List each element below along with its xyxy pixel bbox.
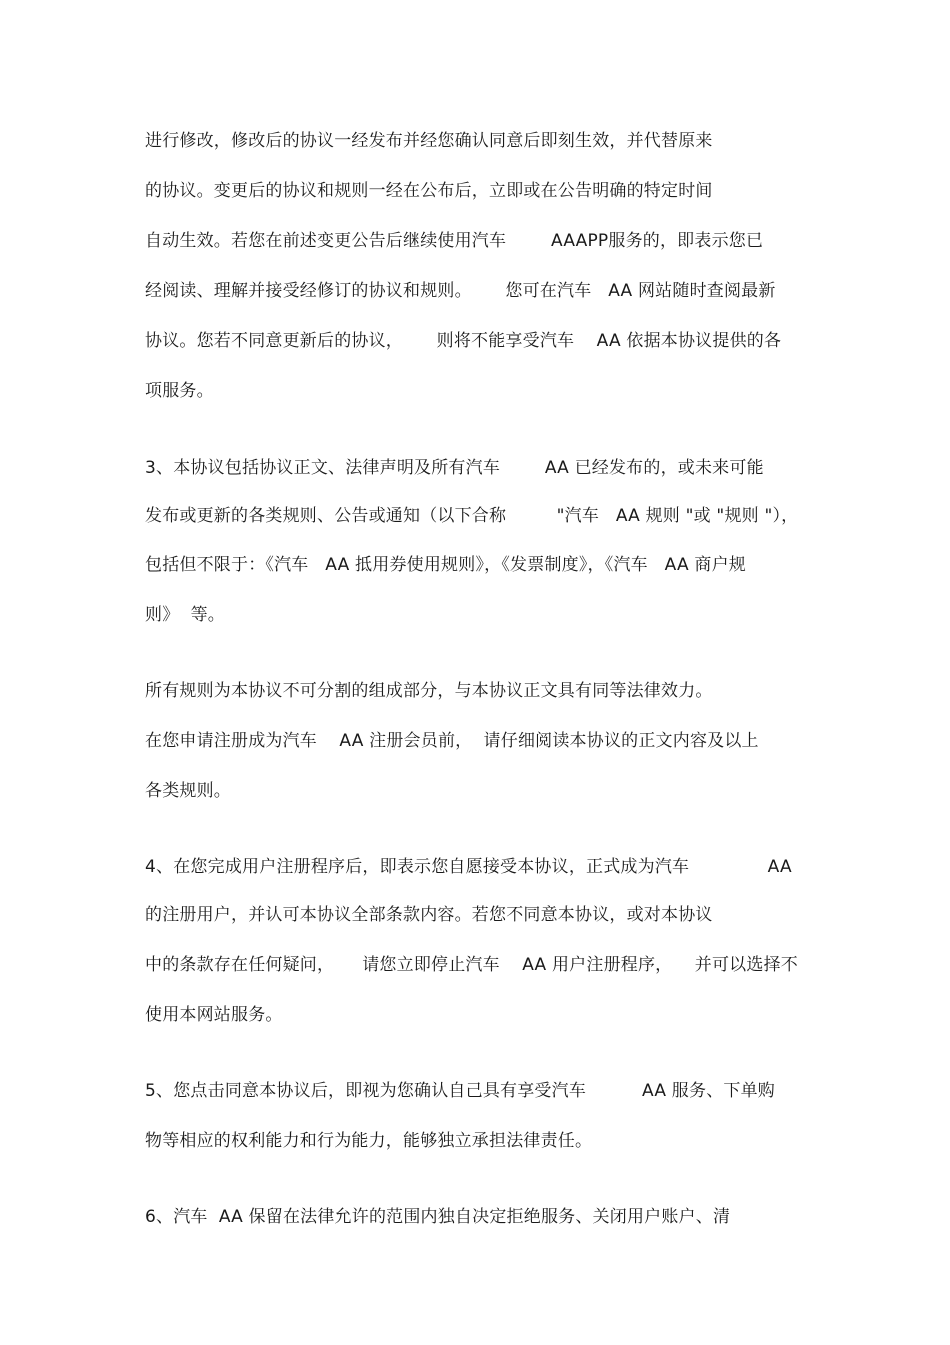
text-line: 自动生效。若您在前述变更公告后继续使用汽车 AAAPP服务的，即表示您已: [145, 231, 764, 251]
text-line: 包括但不限于：《汽车 AA 抵用券使用规则》，《发票制度》，《汽车 AA 商户规: [145, 555, 746, 575]
text-line: 5、您点击同意本协议后，即视为您确认自己具有享受汽车 AA 服务、下单购: [145, 1081, 775, 1101]
text-line: 各类规则。: [145, 781, 231, 801]
text-line: 6、汽车 AA 保留在法律允许的范围内独自决定拒绝服务、关闭用户账户、清: [145, 1207, 731, 1227]
text-line: 中的条款存在任何疑问， 请您立即停止汽车 AA 用户注册程序， 并可以选择不: [145, 955, 798, 975]
text-line: 经阅读、理解并接受经修订的协议和规则。 您可在汽车 AA 网站随时查阅最新: [145, 281, 776, 301]
text-line: 的协议。变更后的协议和规则一经在公布后，立即或在公告明确的特定时间: [145, 181, 713, 201]
text-line: 所有规则为本协议不可分割的组成部分，与本协议正文具有同等法律效力。: [145, 681, 713, 701]
text-line: 则》 等。: [145, 605, 226, 625]
text-line: 在您申请注册成为汽车 AA 注册会员前， 请仔细阅读本协议的正文内容及以上: [145, 731, 759, 751]
text-line: 项服务。: [145, 381, 214, 401]
text-line: 使用本网站服务。: [145, 1005, 283, 1025]
text-line: 发布或更新的各类规则、公告或通知（以下合称 "汽车 AA 规则 "或 "规则 "），: [145, 506, 799, 526]
text-line: 协议。您若不同意更新后的协议， 则将不能享受汽车 AA 依据本协议提供的各: [145, 331, 782, 351]
text-line: 的注册用户，并认可本协议全部条款内容。若您不同意本协议，或对本协议: [145, 905, 713, 925]
text-line: 3、本协议包括协议正文、法律声明及所有汽车 AA 已经发布的，或未来可能: [145, 458, 764, 478]
text-line: 4、在您完成用户注册程序后，即表示您自愿接受本协议，正式成为汽车 AA: [145, 857, 792, 877]
text-line: 进行修改，修改后的协议一经发布并经您确认同意后即刻生效，并代替原来: [145, 131, 713, 151]
text-line: 物等相应的权利能力和行为能力，能够独立承担法律责任。: [145, 1131, 593, 1151]
